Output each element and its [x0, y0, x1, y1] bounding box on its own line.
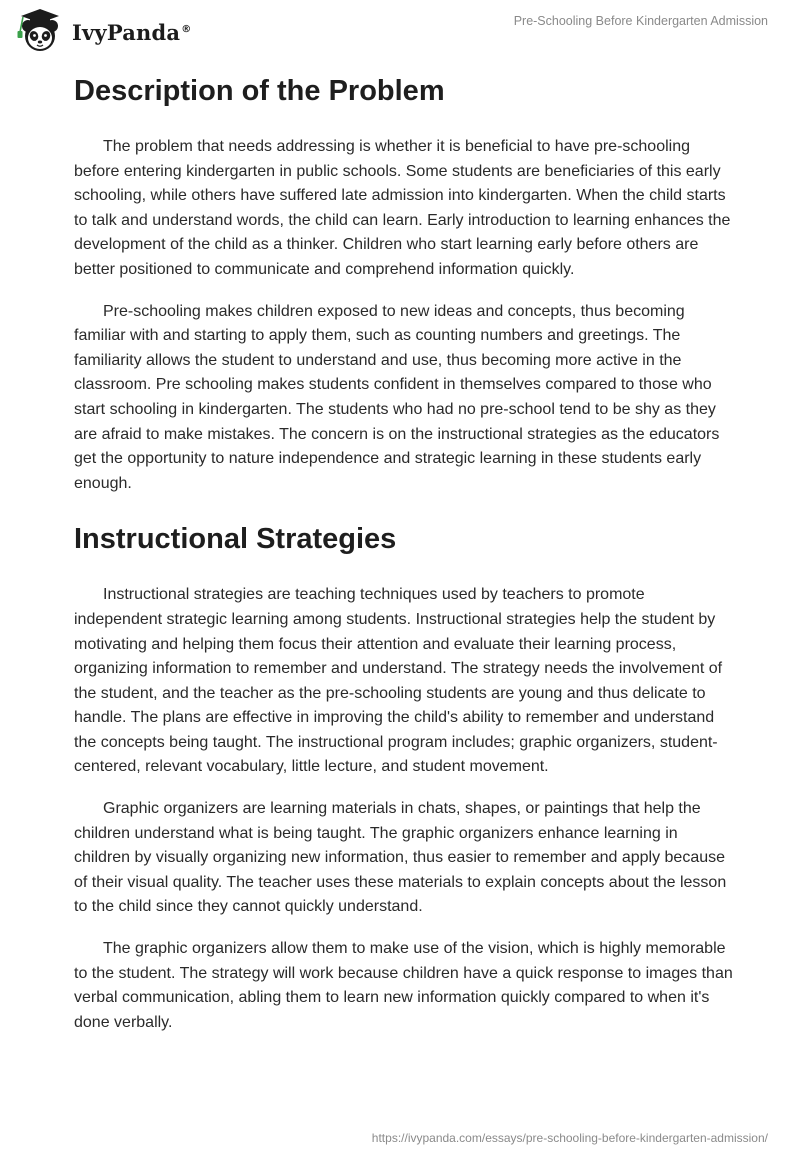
section-heading: Description of the Problem — [74, 75, 445, 107]
page-header — [0, 0, 800, 60]
paragraph: Pre-schooling makes children exposed to new ideas and concepts, thus becoming familiar with and starting to apply them, such as counting numbers and greetings. The familiarity allows the student to understand and use, thus becoming more active in the classroom. Pre schooling makes students confident in themselves compared to those who start schooling in kindergarten. The students who had no pre-school tend to be shy as they are afraid to make mistakes. The concern is on the instructional strategies as the educators get the opportunity to nature independence and strategic learning in these students early enough. — [74, 302, 720, 492]
document-title: Pre-Schooling Before Kindergarten Admission — [513, 14, 768, 28]
brand-name — [72, 20, 191, 45]
section-heading: Instructional Strategies — [74, 523, 397, 556]
paragraph: The problem that needs addressing is whether it is beneficial to have pre-schooling before entering kindergarten in public schools. Some students are beneficiaries of this early schooling, while others have suffered late admission into kindergarten. When the child starts to talk and understand words, the child can learn. Early introduction to learning enhances the development of the child as a thinker. Children who start learning early before others are better positioned to communicate and comprehend information quickly. — [74, 138, 731, 278]
paragraph: Instructional strategies are teaching techniques used by teachers to promote independent strategic learning among students. Instructional strategies help the student by motivating and helping them focus their attention and evaluate their learning process, organizing information to remember and understand. The strategy needs the involvement of the student, and the teacher as the pre-schooling students are young and thus delicate to handle. The plans are effective in improving the child's ability to remember and understand the concepts being taught. The instructional program includes; graphic organizers, student-centered, relevant vocabulary, little lecture, and student movement. — [74, 586, 723, 776]
brand-text: IvyPanda — [72, 19, 181, 45]
panda-graduation-cap-icon — [14, 8, 64, 54]
registered-mark: ® — [181, 23, 192, 35]
paragraph: The graphic organizers allow them to make use of the vision, which is highly memorable to the student. The strategy will work because children have a quick response to images than verbal communication, abling them to learn new information quickly compared to when it's done verbally. — [74, 940, 733, 1031]
source-url-link[interactable]: https://ivypanda.com/essays/pre-schooling-before-kindergarten-admission/ — [371, 1131, 768, 1145]
ivypanda-logo[interactable] — [14, 8, 191, 54]
essay-content — [74, 70, 734, 1035]
paragraph: Graphic organizers are learning materials in chats, shapes, or paintings that help the children understand what is being taught. The graphic organizers enhance learning in children by visually organizing new information, thus easier to remember and apply because of their visual quality. The teacher uses these materials to explain concepts about the lesson to the child since they cannot quickly understand. — [74, 800, 727, 916]
